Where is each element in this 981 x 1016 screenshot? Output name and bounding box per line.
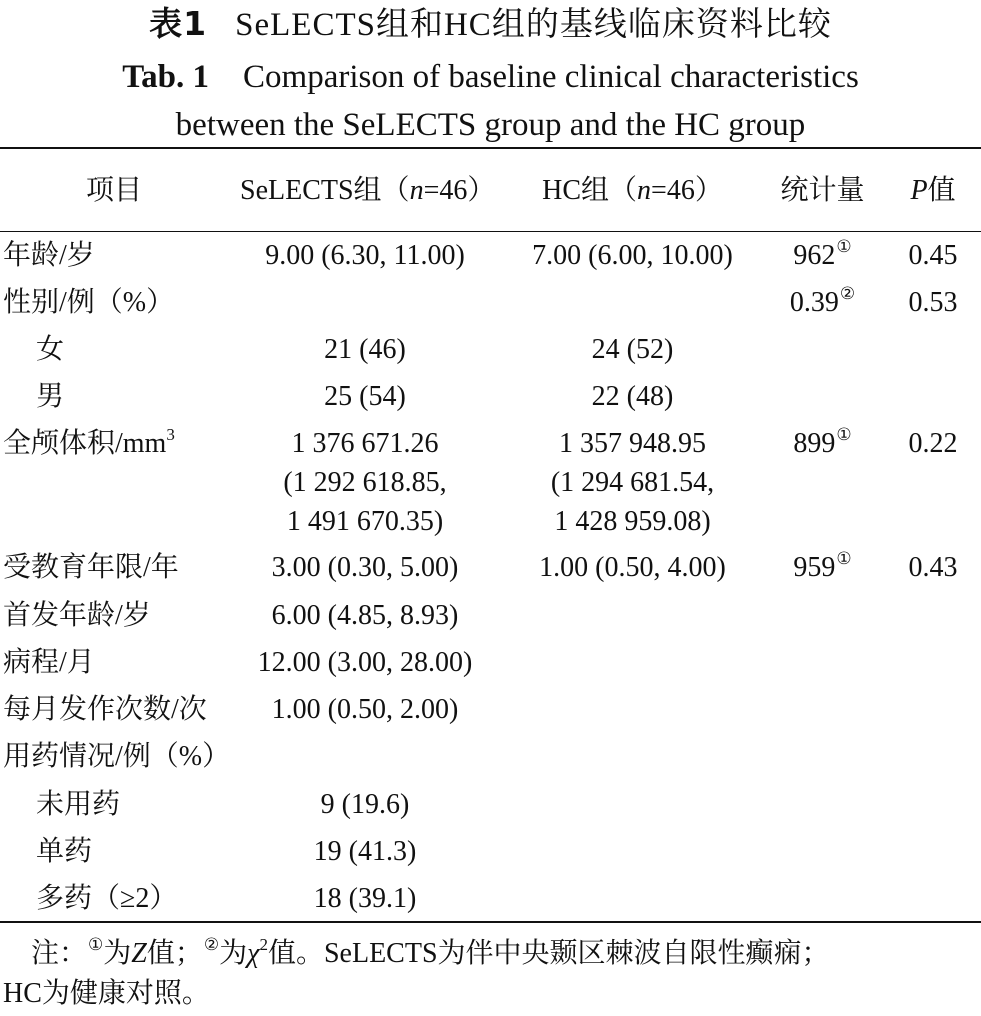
row-volume-stat (770, 425, 875, 463)
row-male-hc: 22 (48) (591, 381, 674, 412)
row-male-selects: 25 (54) (324, 381, 406, 412)
row-education-stat-value: 959 (793, 552, 836, 583)
row-education-label: 受教育年限/年 (3, 552, 179, 583)
note-chi: χ (247, 938, 260, 969)
header-p-letter: P (910, 175, 928, 206)
header-hc-n: n (637, 175, 652, 206)
table-number-en: Tab. 1 (122, 59, 210, 95)
row-volume-selects-l1: 1 376 671.26 (291, 428, 439, 459)
header-selects (240, 172, 496, 210)
row-seizures-label: 每月发作次数/次 (3, 694, 207, 725)
header-item: 项目 (86, 175, 143, 206)
row-education-stat (770, 549, 875, 587)
header-hc-suffix: =46） (651, 175, 723, 206)
row-course-selects: 12.00 (3.00, 28.00) (257, 647, 473, 678)
header-hc (510, 172, 755, 210)
row-age-stat (770, 237, 875, 275)
header-stat: 统计量 (780, 175, 865, 206)
row-education-hc: 1.00 (0.50, 4.00) (539, 552, 726, 583)
row-volume-hc-l2: (1 294 681.54, (550, 467, 715, 498)
note-text-1: 为 (103, 938, 132, 969)
row-onset-age-label: 首发年龄/岁 (3, 600, 151, 631)
row-sex-stat (770, 284, 875, 322)
header-selects-n: n (409, 175, 424, 206)
row-onset-age-selects: 6.00 (4.85, 8.93) (271, 600, 459, 631)
note-line-2: HC为健康对照。 (3, 978, 210, 1009)
row-male-label: 男 (36, 381, 65, 412)
row-volume-label-sup: 3 (166, 425, 175, 444)
row-course-label: 病程/月 (3, 647, 95, 678)
row-female-label: 女 (36, 334, 65, 365)
row-female-selects: 21 (46) (324, 334, 406, 365)
note-text-2: 值； (146, 938, 203, 969)
row-volume-stat-mark: ① (836, 425, 852, 444)
row-volume-label (3, 425, 175, 463)
row-volume-p: 0.22 (908, 428, 958, 459)
row-mono-label: 单药 (36, 836, 93, 867)
row-volume-hc-l3: 1 428 959.08) (554, 506, 711, 537)
table-title-zh (0, 6, 981, 43)
header-selects-suffix: =46） (423, 175, 496, 206)
header-hc-prefix: HC组（ (542, 175, 638, 206)
header-selects-prefix: SeLECTS组（ (240, 175, 410, 206)
header-p (888, 172, 978, 210)
table-title-en-line2: between the SeLECTS group and the HC group (175, 107, 806, 143)
table-note (3, 934, 978, 1014)
row-education-selects: 3.00 (0.30, 5.00) (271, 552, 459, 583)
note-chi-sup: 2 (259, 935, 268, 954)
note-z: Z (131, 938, 147, 969)
row-age-hc: 7.00 (6.00, 10.00) (532, 240, 733, 271)
row-seizures-selects: 1.00 (0.50, 2.00) (271, 694, 459, 725)
row-age-stat-mark: ① (836, 237, 852, 256)
row-sex-stat-value: 0.39 (789, 287, 839, 318)
table-bottom-rule (0, 921, 981, 923)
row-volume-selects-l2: (1 292 618.85, (283, 467, 447, 498)
row-mono-selects: 19 (41.3) (313, 836, 417, 867)
row-sex-stat-mark: ② (839, 284, 856, 303)
row-volume-hc-l1: 1 357 948.95 (559, 428, 706, 459)
table-title-zh-text: SeLECTS组和HC组的基线临床资料比较 (235, 7, 832, 43)
row-medication-label: 用药情况/例（%） (3, 741, 231, 772)
row-poly-selects: 18 (39.1) (313, 883, 417, 914)
row-poly-label: 多药（≥2） (36, 883, 178, 914)
row-sex-label: 性别/例（%） (3, 287, 175, 318)
header-p-suffix: 值 (927, 175, 956, 206)
row-age-selects: 9.00 (6.30, 11.00) (265, 240, 465, 271)
row-volume-label-text: 全颅体积/mm (3, 428, 167, 459)
table-title-en-line1: Comparison of baseline clinical characteristics (243, 59, 859, 95)
row-age-p: 0.45 (908, 240, 958, 271)
row-education-p: 0.43 (908, 552, 958, 583)
table-title-en (0, 53, 981, 149)
note-mark-2: ② (203, 935, 220, 954)
row-age-stat-value: 962 (793, 240, 836, 271)
row-no-med-label: 未用药 (36, 789, 121, 820)
row-sex-p: 0.53 (908, 287, 958, 318)
note-text-4: 值。SeLECTS为伴中央颞区棘波自限性癫痫； (267, 938, 830, 969)
row-volume-selects-l3: 1 491 670.35) (286, 506, 444, 537)
note-prefix: 注： (31, 938, 88, 969)
note-mark-1: ① (88, 935, 104, 954)
row-education-stat-mark: ① (836, 549, 852, 568)
row-female-hc: 24 (52) (591, 334, 674, 365)
table-top-rule (0, 147, 981, 149)
table-header-rule (0, 231, 981, 232)
table-number-zh: 表1 (149, 4, 208, 43)
row-volume-stat-value: 899 (793, 428, 836, 459)
note-text-3: 为 (219, 938, 248, 969)
row-age-label: 年龄/岁 (3, 240, 95, 271)
row-no-med-selects: 9 (19.6) (320, 789, 410, 820)
